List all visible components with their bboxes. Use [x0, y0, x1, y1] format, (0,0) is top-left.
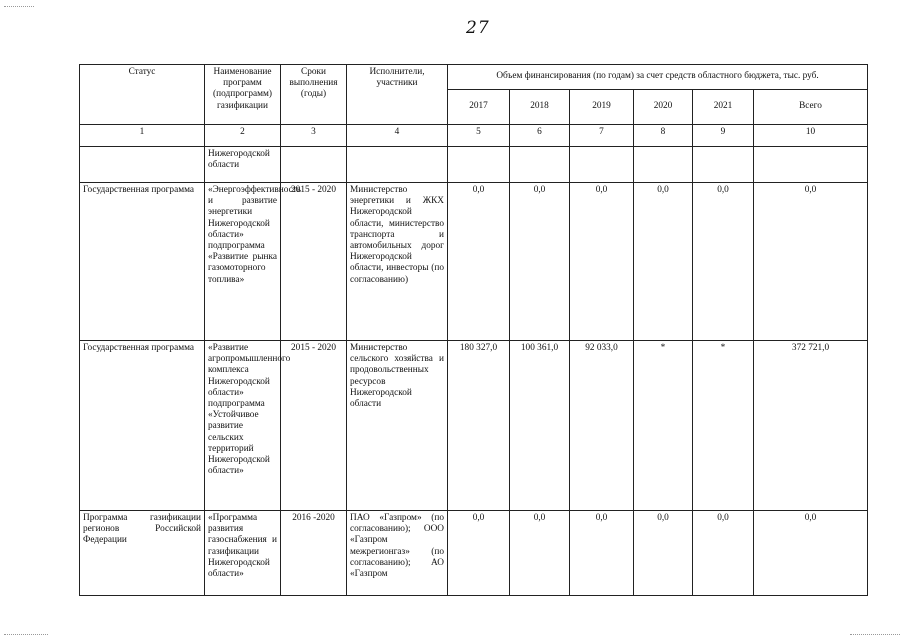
row-value-2017: 0,0: [448, 511, 510, 596]
column-number: 5: [448, 125, 510, 147]
scan-artifact: [4, 6, 34, 7]
row-program-name: «Развитие агропромышленного комплекса Нижегородской области» подпрограмма «Устойчивое развитие сельских территорий Нижегородской области»: [205, 341, 281, 511]
header-executors: Исполнители, участники: [347, 65, 448, 125]
header-year-2020: 2020: [634, 90, 693, 125]
row-value-2021: 0,0: [693, 511, 754, 596]
row-value-2020: 0,0: [634, 183, 693, 341]
cell-empty: [510, 147, 570, 183]
row-program-name: «Программа развития газоснабжения и газификации Нижегородской области»: [205, 511, 281, 596]
header-terms: Сроки выполнения (годы): [281, 65, 347, 125]
row-terms: 2016 -2020: [281, 511, 347, 596]
cell-empty: [281, 147, 347, 183]
cell-empty: [693, 147, 754, 183]
row-value-2020: *: [634, 341, 693, 511]
cell-empty: [448, 147, 510, 183]
row-value-2017: 0,0: [448, 183, 510, 341]
financing-table: [79, 64, 868, 596]
row-value-2018: 100 361,0: [510, 341, 570, 511]
row-value-total: 0,0: [754, 511, 868, 596]
continuation-row: [80, 147, 868, 183]
row-value-2017: 180 327,0: [448, 341, 510, 511]
row-terms: 2015 - 2020: [281, 183, 347, 341]
cell-empty: [570, 147, 634, 183]
row-status: Государственная программа: [80, 183, 205, 341]
cell-empty: [80, 147, 205, 183]
row-value-2019: 0,0: [570, 511, 634, 596]
cell-empty: [754, 147, 868, 183]
column-number: 4: [347, 125, 448, 147]
continuation-name-tail: Нижегородской области: [205, 147, 281, 183]
header-status: Статус: [80, 65, 205, 125]
cell-empty: [634, 147, 693, 183]
row-value-2021: 0,0: [693, 183, 754, 341]
column-number: 10: [754, 125, 868, 147]
column-number: 2: [205, 125, 281, 147]
row-value-2020: 0,0: [634, 511, 693, 596]
row-executors: ПАО «Газпром» (по согласованию); ООО «Газпром межрегионгаз» (по согласованию); АО «Газпром: [347, 511, 448, 596]
row-executors: Министерство энергетики и ЖКХ Нижегородской области, министерство транспорта и автомобильных дорог Нижегородской области, инвесторы (по согласованию): [347, 183, 448, 341]
header-financing: Объем финансирования (по годам) за счет средств областного бюджета, тыс. руб.: [448, 65, 868, 90]
column-number-row: [80, 125, 868, 147]
column-number: 3: [281, 125, 347, 147]
table-row: [80, 341, 868, 511]
row-value-2018: 0,0: [510, 511, 570, 596]
header-year-2017: 2017: [448, 90, 510, 125]
row-terms: 2015 - 2020: [281, 341, 347, 511]
table-row: [80, 183, 868, 341]
row-value-total: 0,0: [754, 183, 868, 341]
column-number: 6: [510, 125, 570, 147]
row-executors: Министерство сельского хозяйства и продовольственных ресурсов Нижегородской области: [347, 341, 448, 511]
row-value-2021: *: [693, 341, 754, 511]
column-number: 7: [570, 125, 634, 147]
column-number: 1: [80, 125, 205, 147]
column-number: 9: [693, 125, 754, 147]
header-year-2021: 2021: [693, 90, 754, 125]
row-status: Программа газификации регионов Российской Федерации: [80, 511, 205, 596]
row-program-name: «Энергоэффективность и развитие энергетики Нижегородской области» подпрограмма «Развитие рынка газомоторного топлива»: [205, 183, 281, 341]
scan-artifact: [4, 634, 48, 635]
header-year-2019: 2019: [570, 90, 634, 125]
column-number: 8: [634, 125, 693, 147]
header-program-name: Наименование программ (подпрограмм) газификации: [205, 65, 281, 125]
row-value-2019: 0,0: [570, 183, 634, 341]
header-row-1: [80, 65, 868, 90]
page-number: 27: [466, 18, 490, 38]
row-value-2018: 0,0: [510, 183, 570, 341]
row-value-2019: 92 033,0: [570, 341, 634, 511]
header-year-2018: 2018: [510, 90, 570, 125]
scan-artifact: [850, 634, 900, 635]
table-row: [80, 511, 868, 596]
cell-empty: [347, 147, 448, 183]
header-total: Всего: [754, 90, 868, 125]
row-status: Государственная программа: [80, 341, 205, 511]
row-value-total: 372 721,0: [754, 341, 868, 511]
